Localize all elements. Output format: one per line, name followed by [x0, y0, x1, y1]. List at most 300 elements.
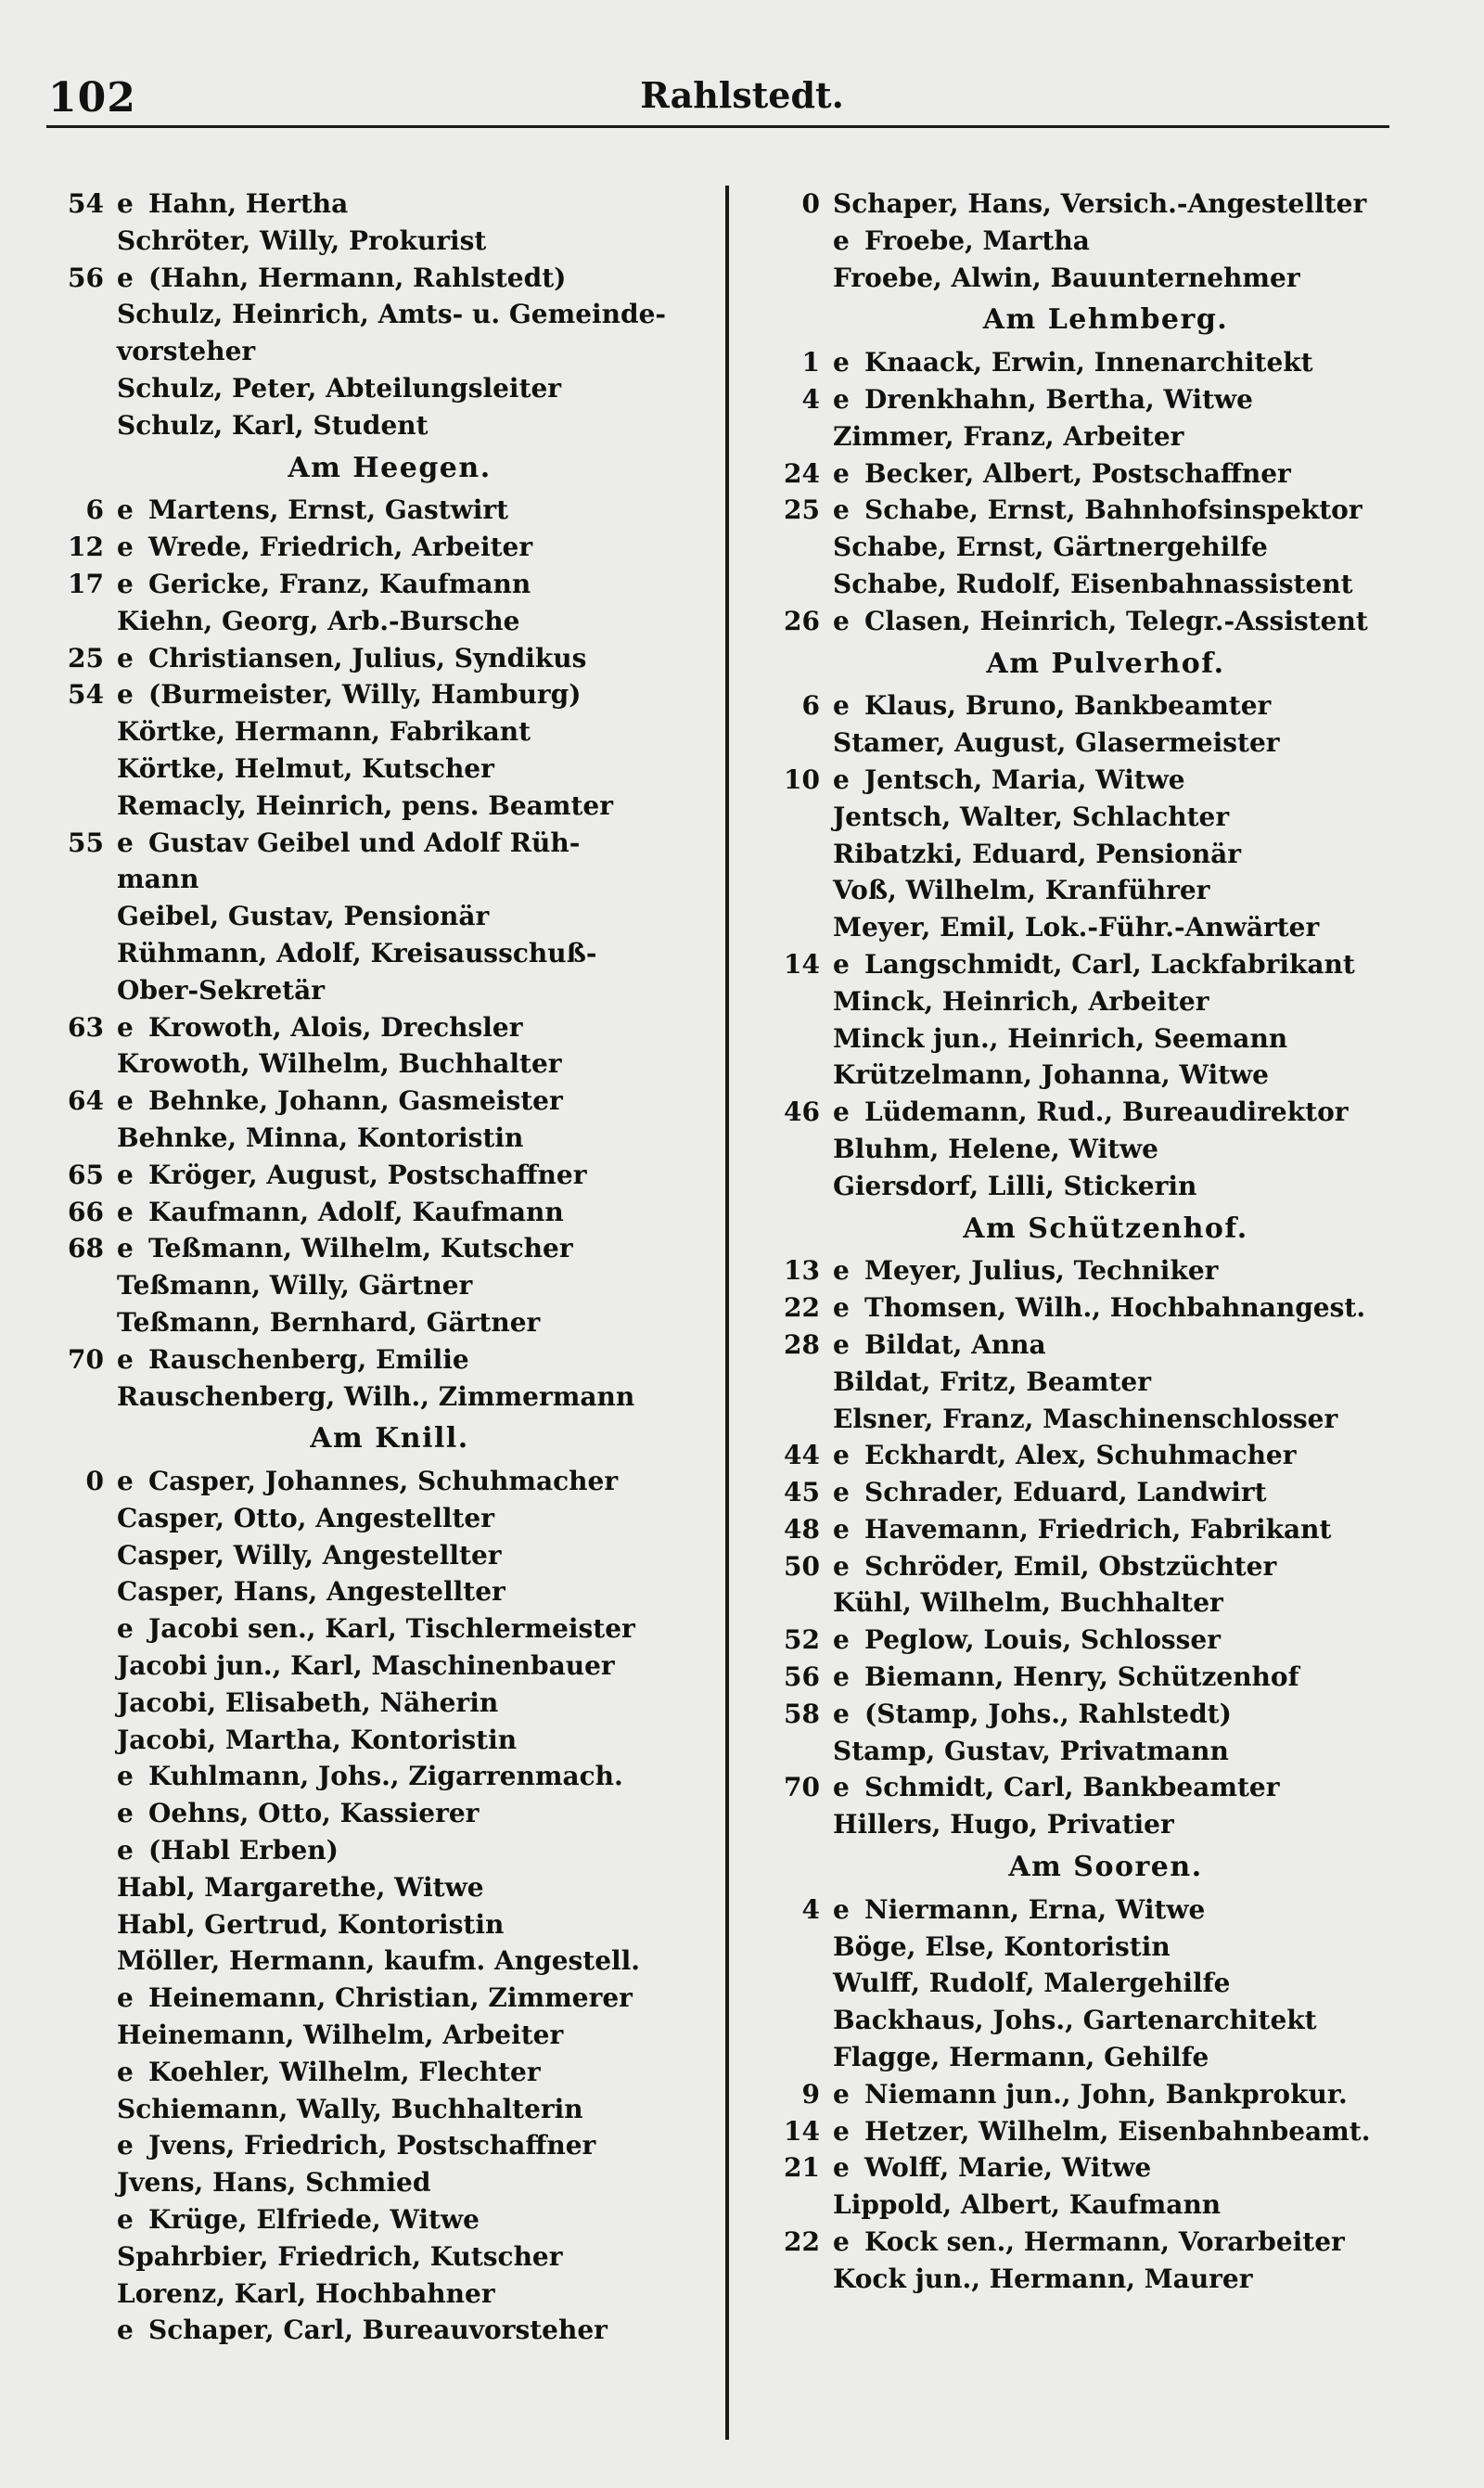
- directory-entry: [772, 529, 1439, 566]
- directory-entry: [772, 2002, 1439, 2039]
- ownership-mark: e: [833, 1893, 850, 1925]
- directory-entry: [56, 1832, 723, 1869]
- ownership-mark: e: [833, 2226, 850, 2258]
- house-number: 12: [68, 532, 104, 563]
- ownership-mark: e: [117, 1159, 134, 1190]
- directory-entry: [772, 1131, 1439, 1168]
- directory-entry: [56, 2276, 723, 2313]
- directory-entry: [56, 2164, 723, 2201]
- house-number: 24: [784, 457, 820, 489]
- directory-entry: [56, 296, 723, 333]
- house-number: 4: [801, 1893, 820, 1925]
- directory-entry: [56, 2238, 723, 2276]
- resident-entry-text: Körtke, Helmut, Kutscher: [117, 752, 494, 784]
- directory-entry: [56, 1610, 723, 1648]
- house-number: 44: [784, 1440, 820, 1471]
- resident-entry-text: Rauschenberg, Wilh., Zimmermann: [117, 1380, 635, 1412]
- resident-entry-text: Bildat, Anna: [864, 1328, 1046, 1360]
- house-number: 70: [784, 1772, 820, 1803]
- ownership-mark: e: [117, 532, 134, 563]
- ownership-mark: e: [833, 2078, 850, 2110]
- house-number: 0: [801, 188, 820, 219]
- directory-entry: [772, 2113, 1439, 2150]
- resident-entry-text: Schmidt, Carl, Bankbeamter: [864, 1772, 1280, 1803]
- resident-entry-text: Casper, Hans, Angestellter: [117, 1576, 505, 1608]
- house-number: 9: [801, 2078, 820, 2110]
- resident-entry-text: Schabe, Ernst, Gärtnergehilfe: [833, 532, 1268, 563]
- house-number: 22: [784, 2226, 820, 2258]
- directory-entry: [772, 1364, 1439, 1401]
- house-number: 10: [784, 763, 820, 795]
- resident-entry-text: Thomsen, Wilh., Hochbahnangest.: [864, 1292, 1366, 1324]
- ownership-mark: e: [117, 1085, 134, 1117]
- resident-entry-text: Krützelmann, Johanna, Witwe: [833, 1059, 1269, 1091]
- resident-entry-text: Körtke, Hermann, Fabrikant: [117, 716, 531, 748]
- house-number: 70: [68, 1343, 104, 1375]
- directory-entry: [772, 455, 1439, 493]
- directory-entry: [56, 529, 723, 566]
- directory-entry: [772, 344, 1439, 381]
- directory-entry: [56, 603, 723, 640]
- directory-entry: [56, 1795, 723, 1832]
- house-number: 26: [784, 605, 820, 636]
- directory-entry: [56, 370, 723, 407]
- house-number: 14: [784, 948, 820, 980]
- directory-entry: [56, 333, 723, 370]
- house-number: 54: [68, 188, 104, 219]
- resident-entry-text: Schulz, Peter, Abteilungsleiter: [117, 372, 562, 404]
- street-heading: Am Lehmberg.: [982, 303, 1229, 337]
- directory-entry: [56, 1083, 723, 1120]
- header-rule: [46, 125, 1389, 128]
- resident-entry-text: Schaper, Carl, Bureauvorsteher: [148, 2315, 608, 2346]
- directory-entry: [772, 1733, 1439, 1770]
- directory-entry: [56, 1230, 723, 1267]
- directory-entry: [56, 186, 723, 223]
- resident-entry-text: Jentsch, Walter, Schlachter: [833, 801, 1230, 832]
- house-number: 28: [784, 1328, 820, 1360]
- directory-entry: [56, 1648, 723, 1685]
- directory-entry: [772, 2224, 1439, 2261]
- resident-entry-text: Clasen, Heinrich, Telegr.-Assistent: [864, 605, 1368, 636]
- resident-entry-text: Schröter, Willy, Prokurist: [117, 224, 487, 256]
- house-number: 52: [784, 1624, 820, 1656]
- directory-entry: [772, 687, 1439, 725]
- house-number: 46: [784, 1097, 820, 1128]
- directory-entry: [56, 1500, 723, 1537]
- ownership-mark: e: [833, 2152, 850, 2184]
- resident-entry-text: Jvens, Hans, Schmied: [117, 2167, 431, 2199]
- house-number: 56: [68, 262, 104, 293]
- ownership-mark: e: [117, 188, 134, 219]
- directory-entry: [56, 2201, 723, 2238]
- directory-entry: [772, 1094, 1439, 1131]
- ownership-mark: e: [833, 1550, 850, 1582]
- house-number: 58: [784, 1698, 820, 1729]
- house-number: 0: [85, 1466, 104, 1497]
- directory-entry: [772, 1327, 1439, 1364]
- directory-entry: [56, 566, 723, 603]
- directory-entry: [772, 1769, 1439, 1806]
- resident-entry-text: (Hahn, Hermann, Rahlstedt): [148, 262, 567, 293]
- directory-entry: [772, 260, 1439, 297]
- directory-entry: [56, 1537, 723, 1574]
- directory-entry: [56, 2054, 723, 2091]
- directory-entry: [56, 1980, 723, 2017]
- directory-entry: [772, 1020, 1439, 1058]
- directory-entry: [772, 1659, 1439, 1696]
- ownership-mark: e: [833, 605, 850, 636]
- directory-entry: [772, 725, 1439, 762]
- ownership-mark: e: [833, 1624, 850, 1656]
- ownership-mark: e: [117, 262, 134, 293]
- resident-entry-text: Bildat, Fritz, Beamter: [833, 1366, 1151, 1397]
- directory-entry: [56, 223, 723, 260]
- street-heading: Am Schützenhof.: [963, 1212, 1248, 1245]
- resident-entry-text: Möller, Hermann, kaufm. Angestell.: [117, 1945, 641, 1977]
- directory-entry: [56, 1758, 723, 1795]
- house-number: 48: [784, 1513, 820, 1545]
- resident-entry-text: Meyer, Emil, Lok.-Führ.-Anwärter: [833, 912, 1320, 943]
- ownership-mark: e: [117, 1982, 134, 2014]
- directory-entry: [772, 1289, 1439, 1327]
- resident-entry-text: Jacobi, Elisabeth, Näherin: [117, 1686, 499, 1718]
- ownership-mark: e: [117, 1466, 134, 1497]
- directory-entry: [56, 1120, 723, 1157]
- house-number: 50: [784, 1550, 820, 1582]
- resident-entry-text: Kröger, August, Postschaffner: [148, 1159, 587, 1190]
- ownership-mark: e: [833, 763, 850, 795]
- resident-entry-text: Lippold, Albert, Kaufmann: [833, 2189, 1222, 2221]
- directory-entry: [772, 1511, 1439, 1548]
- ownership-mark: e: [833, 1477, 850, 1508]
- directory-entry: [772, 836, 1439, 873]
- directory-entry: [56, 407, 723, 444]
- resident-entry-text: Schröder, Emil, Obstzüchter: [864, 1550, 1277, 1582]
- house-number: 66: [68, 1196, 104, 1227]
- ownership-mark: e: [833, 224, 850, 256]
- directory-entry: [772, 2149, 1439, 2187]
- house-number: 68: [68, 1233, 104, 1264]
- resident-entry-text: Kaufmann, Adolf, Kaufmann: [148, 1196, 564, 1227]
- page-number: 102: [48, 74, 136, 122]
- directory-entry: [772, 1892, 1439, 1929]
- directory-entry: [56, 935, 723, 972]
- street-heading: Am Sooren.: [1008, 1851, 1203, 1884]
- directory-entry: [772, 223, 1439, 260]
- resident-entry-text: Böge, Else, Kontoristin: [833, 1930, 1171, 1962]
- directory-entry: [56, 713, 723, 750]
- directory-entry: [772, 872, 1439, 909]
- resident-entry-text: Lüdemann, Rud., Bureaudirektor: [864, 1097, 1349, 1128]
- resident-entry-text: (Habl Erben): [148, 1835, 339, 1866]
- ownership-mark: e: [117, 2315, 134, 2346]
- resident-entry-text: Casper, Willy, Angestellter: [117, 1539, 502, 1571]
- house-number: 1: [801, 347, 820, 378]
- resident-entry-text: Zimmer, Franz, Arbeiter: [833, 420, 1184, 452]
- resident-entry-text: Backhaus, Johs., Gartenarchitekt: [833, 2005, 1317, 2036]
- directory-entry: [772, 566, 1439, 603]
- resident-entry-text: Heinemann, Christian, Zimmerer: [148, 1982, 633, 2014]
- ownership-mark: e: [833, 1097, 850, 1128]
- resident-entry-text: Behnke, Johann, Gasmeister: [148, 1085, 563, 1117]
- ownership-mark: e: [117, 827, 134, 858]
- ownership-mark: e: [833, 494, 850, 526]
- resident-entry-text: Casper, Otto, Angestellter: [117, 1502, 494, 1533]
- directory-entry: [772, 492, 1439, 529]
- directory-entry: [772, 2039, 1439, 2076]
- directory-entry: [56, 1341, 723, 1379]
- column-divider: [725, 186, 729, 2440]
- house-number: 25: [784, 494, 820, 526]
- resident-entry-text: Krüge, Elfriede, Witwe: [148, 2204, 480, 2236]
- resident-entry-text: Hetzer, Wilhelm, Eisenbahnbeamt.: [864, 2115, 1371, 2147]
- resident-entry-text: Wrede, Friedrich, Arbeiter: [148, 532, 533, 563]
- directory-entry: [56, 972, 723, 1009]
- resident-entry-text: Kiehn, Georg, Arb.-Bursche: [117, 605, 520, 636]
- directory-entry: [772, 1057, 1439, 1094]
- ownership-mark: e: [833, 690, 850, 722]
- resident-entry-text: Lorenz, Karl, Hochbahner: [117, 2277, 495, 2309]
- resident-entry-text: Langschmidt, Carl, Lackfabrikant: [864, 948, 1355, 980]
- directory-entry: [56, 825, 723, 862]
- resident-entry-text: Klaus, Bruno, Bankbeamter: [864, 690, 1272, 722]
- directory-entry: [772, 1806, 1439, 1843]
- ownership-mark: e: [833, 1440, 850, 1471]
- directory-entry: [56, 2312, 723, 2349]
- ownership-mark: e: [117, 2204, 134, 2236]
- house-number: 22: [784, 1292, 820, 1324]
- directory-entry: [56, 1304, 723, 1341]
- directory-entry: [56, 1573, 723, 1610]
- resident-entry-text: Rühmann, Adolf, Kreisausschuß-: [117, 937, 597, 968]
- directory-entry: [56, 1157, 723, 1194]
- resident-entry-text: Minck, Heinrich, Arbeiter: [833, 985, 1209, 1017]
- resident-entry-text: Gustav Geibel und Adolf Rüh-: [148, 827, 581, 858]
- directory-entry: [772, 909, 1439, 946]
- ownership-mark: e: [833, 383, 850, 415]
- directory-entry: [772, 186, 1439, 223]
- ownership-mark: e: [833, 1255, 850, 1287]
- directory-entry: [772, 1584, 1439, 1622]
- resident-entry-text: Jvens, Friedrich, Postschaffner: [148, 2130, 596, 2161]
- house-number: 64: [68, 1085, 104, 1117]
- resident-entry-text: Teßmann, Bernhard, Gärtner: [117, 1306, 541, 1338]
- resident-entry-text: Krowoth, Wilhelm, Buchhalter: [117, 1048, 562, 1080]
- resident-entry-text: Ober-Sekretär: [117, 974, 325, 1006]
- directory-entry: [772, 762, 1439, 799]
- resident-entry-text: Flagge, Hermann, Gehilfe: [833, 2042, 1209, 2073]
- resident-entry-text: Minck jun., Heinrich, Seemann: [833, 1022, 1288, 1054]
- directory-entry: [56, 260, 723, 297]
- directory-entry: [772, 1548, 1439, 1585]
- house-number: 6: [801, 690, 820, 722]
- resident-entry-text: Heinemann, Wilhelm, Arbeiter: [117, 2020, 564, 2051]
- directory-entry: [772, 1252, 1439, 1289]
- resident-entry-text: Christiansen, Julius, Syndikus: [148, 642, 587, 673]
- ownership-mark: e: [833, 948, 850, 980]
- street-heading: Am Heegen.: [288, 451, 492, 484]
- ownership-mark: e: [117, 679, 134, 711]
- resident-entry-text: Schabe, Rudolf, Eisenbahnassistent: [833, 568, 1353, 599]
- resident-entry-text: Schabe, Ernst, Bahnhofsinspektor: [864, 494, 1362, 526]
- resident-entry-text: Wolff, Marie, Witwe: [864, 2152, 1152, 2184]
- resident-entry-text: Habl, Gertrud, Kontoristin: [117, 1908, 505, 1940]
- resident-entry-text: Kock jun., Hermann, Maurer: [833, 2263, 1253, 2294]
- ownership-mark: e: [833, 1698, 850, 1729]
- ownership-mark: e: [117, 1835, 134, 1866]
- resident-entry-text: Jentsch, Maria, Witwe: [864, 763, 1185, 795]
- resident-entry-text: Niermann, Erna, Witwe: [864, 1893, 1206, 1925]
- resident-entry-text: Niemann jun., John, Bankprokur.: [864, 2078, 1348, 2110]
- resident-entry-text: Biemann, Henry, Schützenhof: [864, 1661, 1299, 1693]
- directory-entry: [56, 1009, 723, 1046]
- ownership-mark: e: [833, 2115, 850, 2147]
- directory-entry: [56, 1685, 723, 1722]
- ownership-mark: e: [117, 642, 134, 673]
- resident-entry-text: Havemann, Friedrich, Fabrikant: [864, 1513, 1332, 1545]
- house-number: 13: [784, 1255, 820, 1287]
- directory-entry: [56, 1379, 723, 1416]
- directory-entry: [772, 1696, 1439, 1733]
- resident-entry-text: Spahrbier, Friedrich, Kutscher: [117, 2240, 563, 2272]
- resident-entry-text: Bluhm, Helene, Witwe: [833, 1133, 1158, 1164]
- directory-entry: [56, 2127, 723, 2164]
- resident-entry-text: Ribatzki, Eduard, Pensionär: [833, 838, 1242, 869]
- house-number: 55: [68, 827, 104, 858]
- house-number: 45: [784, 1477, 820, 1508]
- directory-entry: [56, 1943, 723, 1980]
- ownership-mark: e: [833, 347, 850, 378]
- ownership-mark: e: [117, 2130, 134, 2161]
- house-number: 65: [68, 1159, 104, 1190]
- resident-entry-text: Schrader, Eduard, Landwirt: [864, 1477, 1267, 1508]
- resident-entry-text: Elsner, Franz, Maschinenschlosser: [833, 1403, 1338, 1434]
- directory-entry: [772, 1401, 1439, 1438]
- resident-entry-text: Froebe, Alwin, Bauunternehmer: [833, 262, 1300, 293]
- resident-entry-text: Hillers, Hugo, Privatier: [833, 1809, 1174, 1840]
- resident-entry-text: Stamer, August, Glasermeister: [833, 727, 1280, 759]
- resident-entry-text: (Burmeister, Willy, Hamburg): [148, 679, 582, 711]
- resident-entry-text: Schulz, Heinrich, Amts- u. Gemeinde-: [117, 299, 667, 330]
- resident-entry-text: Becker, Albert, Postschaffner: [864, 457, 1291, 489]
- resident-entry-text: Geibel, Gustav, Pensionär: [117, 901, 490, 932]
- ownership-mark: e: [117, 1011, 134, 1043]
- resident-entry-text: Stamp, Gustav, Privatmann: [833, 1735, 1229, 1766]
- house-number: 63: [68, 1011, 104, 1043]
- resident-entry-text: Schulz, Karl, Student: [117, 409, 429, 441]
- directory-entry: [56, 1869, 723, 1906]
- directory-entry: [56, 492, 723, 529]
- resident-entry-text: Peglow, Louis, Schlosser: [864, 1624, 1221, 1656]
- directory-entry: [772, 1437, 1439, 1474]
- ownership-mark: e: [117, 2056, 134, 2087]
- ownership-mark: e: [833, 457, 850, 489]
- ownership-mark: e: [833, 1513, 850, 1545]
- ownership-mark: e: [117, 1233, 134, 1264]
- resident-entry-text: Remacly, Heinrich, pens. Beamter: [117, 789, 613, 821]
- house-number: 4: [801, 383, 820, 415]
- right-column: [772, 186, 1439, 2298]
- directory-entry: [56, 1045, 723, 1083]
- ownership-mark: e: [117, 1761, 134, 1792]
- directory-entry: [56, 1267, 723, 1304]
- house-number: 25: [68, 642, 104, 673]
- resident-entry-text: Kock sen., Hermann, Vorarbeiter: [864, 2226, 1345, 2258]
- house-number: 56: [784, 1661, 820, 1693]
- house-number: 6: [85, 494, 104, 526]
- left-column: [56, 186, 723, 2349]
- directory-entry: [56, 2091, 723, 2128]
- resident-entry-text: Knaack, Erwin, Innenarchitekt: [864, 347, 1313, 378]
- resident-entry-text: Habl, Margarethe, Witwe: [117, 1871, 484, 1903]
- resident-entry-text: Kühl, Wilhelm, Buchhalter: [833, 1587, 1223, 1619]
- resident-entry-text: Koehler, Wilhelm, Flechter: [148, 2056, 541, 2087]
- directory-entry: [56, 640, 723, 677]
- directory-entry: [56, 861, 723, 898]
- resident-entry-text: Eckhardt, Alex, Schuhmacher: [864, 1440, 1297, 1471]
- directory-entry: [56, 2017, 723, 2054]
- directory-entry: [56, 788, 723, 825]
- resident-entry-text: Teßmann, Wilhelm, Kutscher: [148, 1233, 573, 1264]
- resident-entry-text: Casper, Johannes, Schuhmacher: [148, 1466, 619, 1497]
- directory-entry: [772, 603, 1439, 640]
- ownership-mark: e: [833, 1772, 850, 1803]
- directory-entry: [772, 799, 1439, 836]
- resident-entry-text: Schiemann, Wally, Buchhalterin: [117, 2093, 583, 2124]
- resident-entry-text: mann: [117, 864, 199, 895]
- resident-entry-text: Martens, Ernst, Gastwirt: [148, 494, 509, 526]
- house-number: 17: [68, 568, 104, 599]
- resident-entry-text: vorsteher: [117, 336, 256, 367]
- directory-entry: [772, 983, 1439, 1020]
- ownership-mark: e: [117, 1196, 134, 1227]
- resident-entry-text: Jacobi jun., Karl, Maschinenbauer: [117, 1650, 615, 1682]
- resident-entry-text: Giersdorf, Lilli, Stickerin: [833, 1170, 1197, 1201]
- ownership-mark: e: [117, 568, 134, 599]
- resident-entry-text: Schaper, Hans, Versich.-Angestellter: [833, 188, 1367, 219]
- directory-entry: [56, 676, 723, 713]
- directory-entry: [56, 1906, 723, 1943]
- directory-entry: [56, 898, 723, 935]
- resident-entry-text: Gericke, Franz, Kaufmann: [148, 568, 531, 599]
- resident-entry-text: Jacobi sen., Karl, Tischlermeister: [148, 1613, 635, 1645]
- resident-entry-text: Krowoth, Alois, Drechsler: [148, 1011, 523, 1043]
- house-number: 14: [784, 2115, 820, 2147]
- ownership-mark: e: [833, 1328, 850, 1360]
- resident-entry-text: Kuhlmann, Johs., Zigarrenmach.: [148, 1761, 623, 1792]
- directory-entry: [772, 1474, 1439, 1511]
- street-heading: Am Pulverhof.: [986, 647, 1225, 680]
- directory-entry: [772, 1965, 1439, 2002]
- resident-entry-text: Hahn, Hertha: [148, 188, 349, 219]
- directory-entry: [56, 1194, 723, 1231]
- resident-entry-text: Rauschenberg, Emilie: [148, 1343, 469, 1375]
- ownership-mark: e: [833, 1661, 850, 1693]
- resident-entry-text: Froebe, Martha: [864, 224, 1090, 256]
- directory-entry: [772, 381, 1439, 418]
- resident-entry-text: Jacobi, Martha, Kontoristin: [117, 1724, 518, 1755]
- house-number: 54: [68, 679, 104, 711]
- resident-entry-text: Wulff, Rudolf, Malergehilfe: [833, 1968, 1231, 1999]
- directory-entry: [772, 1168, 1439, 1205]
- directory-entry: [772, 2261, 1439, 2298]
- resident-entry-text: Oehns, Otto, Kassierer: [148, 1798, 480, 1829]
- resident-entry-text: Drenkhahn, Bertha, Witwe: [864, 383, 1253, 415]
- directory-entry: [772, 1929, 1439, 1966]
- ownership-mark: e: [117, 1798, 134, 1829]
- resident-entry-text: (Stamp, Johs., Rahlstedt): [864, 1698, 1232, 1729]
